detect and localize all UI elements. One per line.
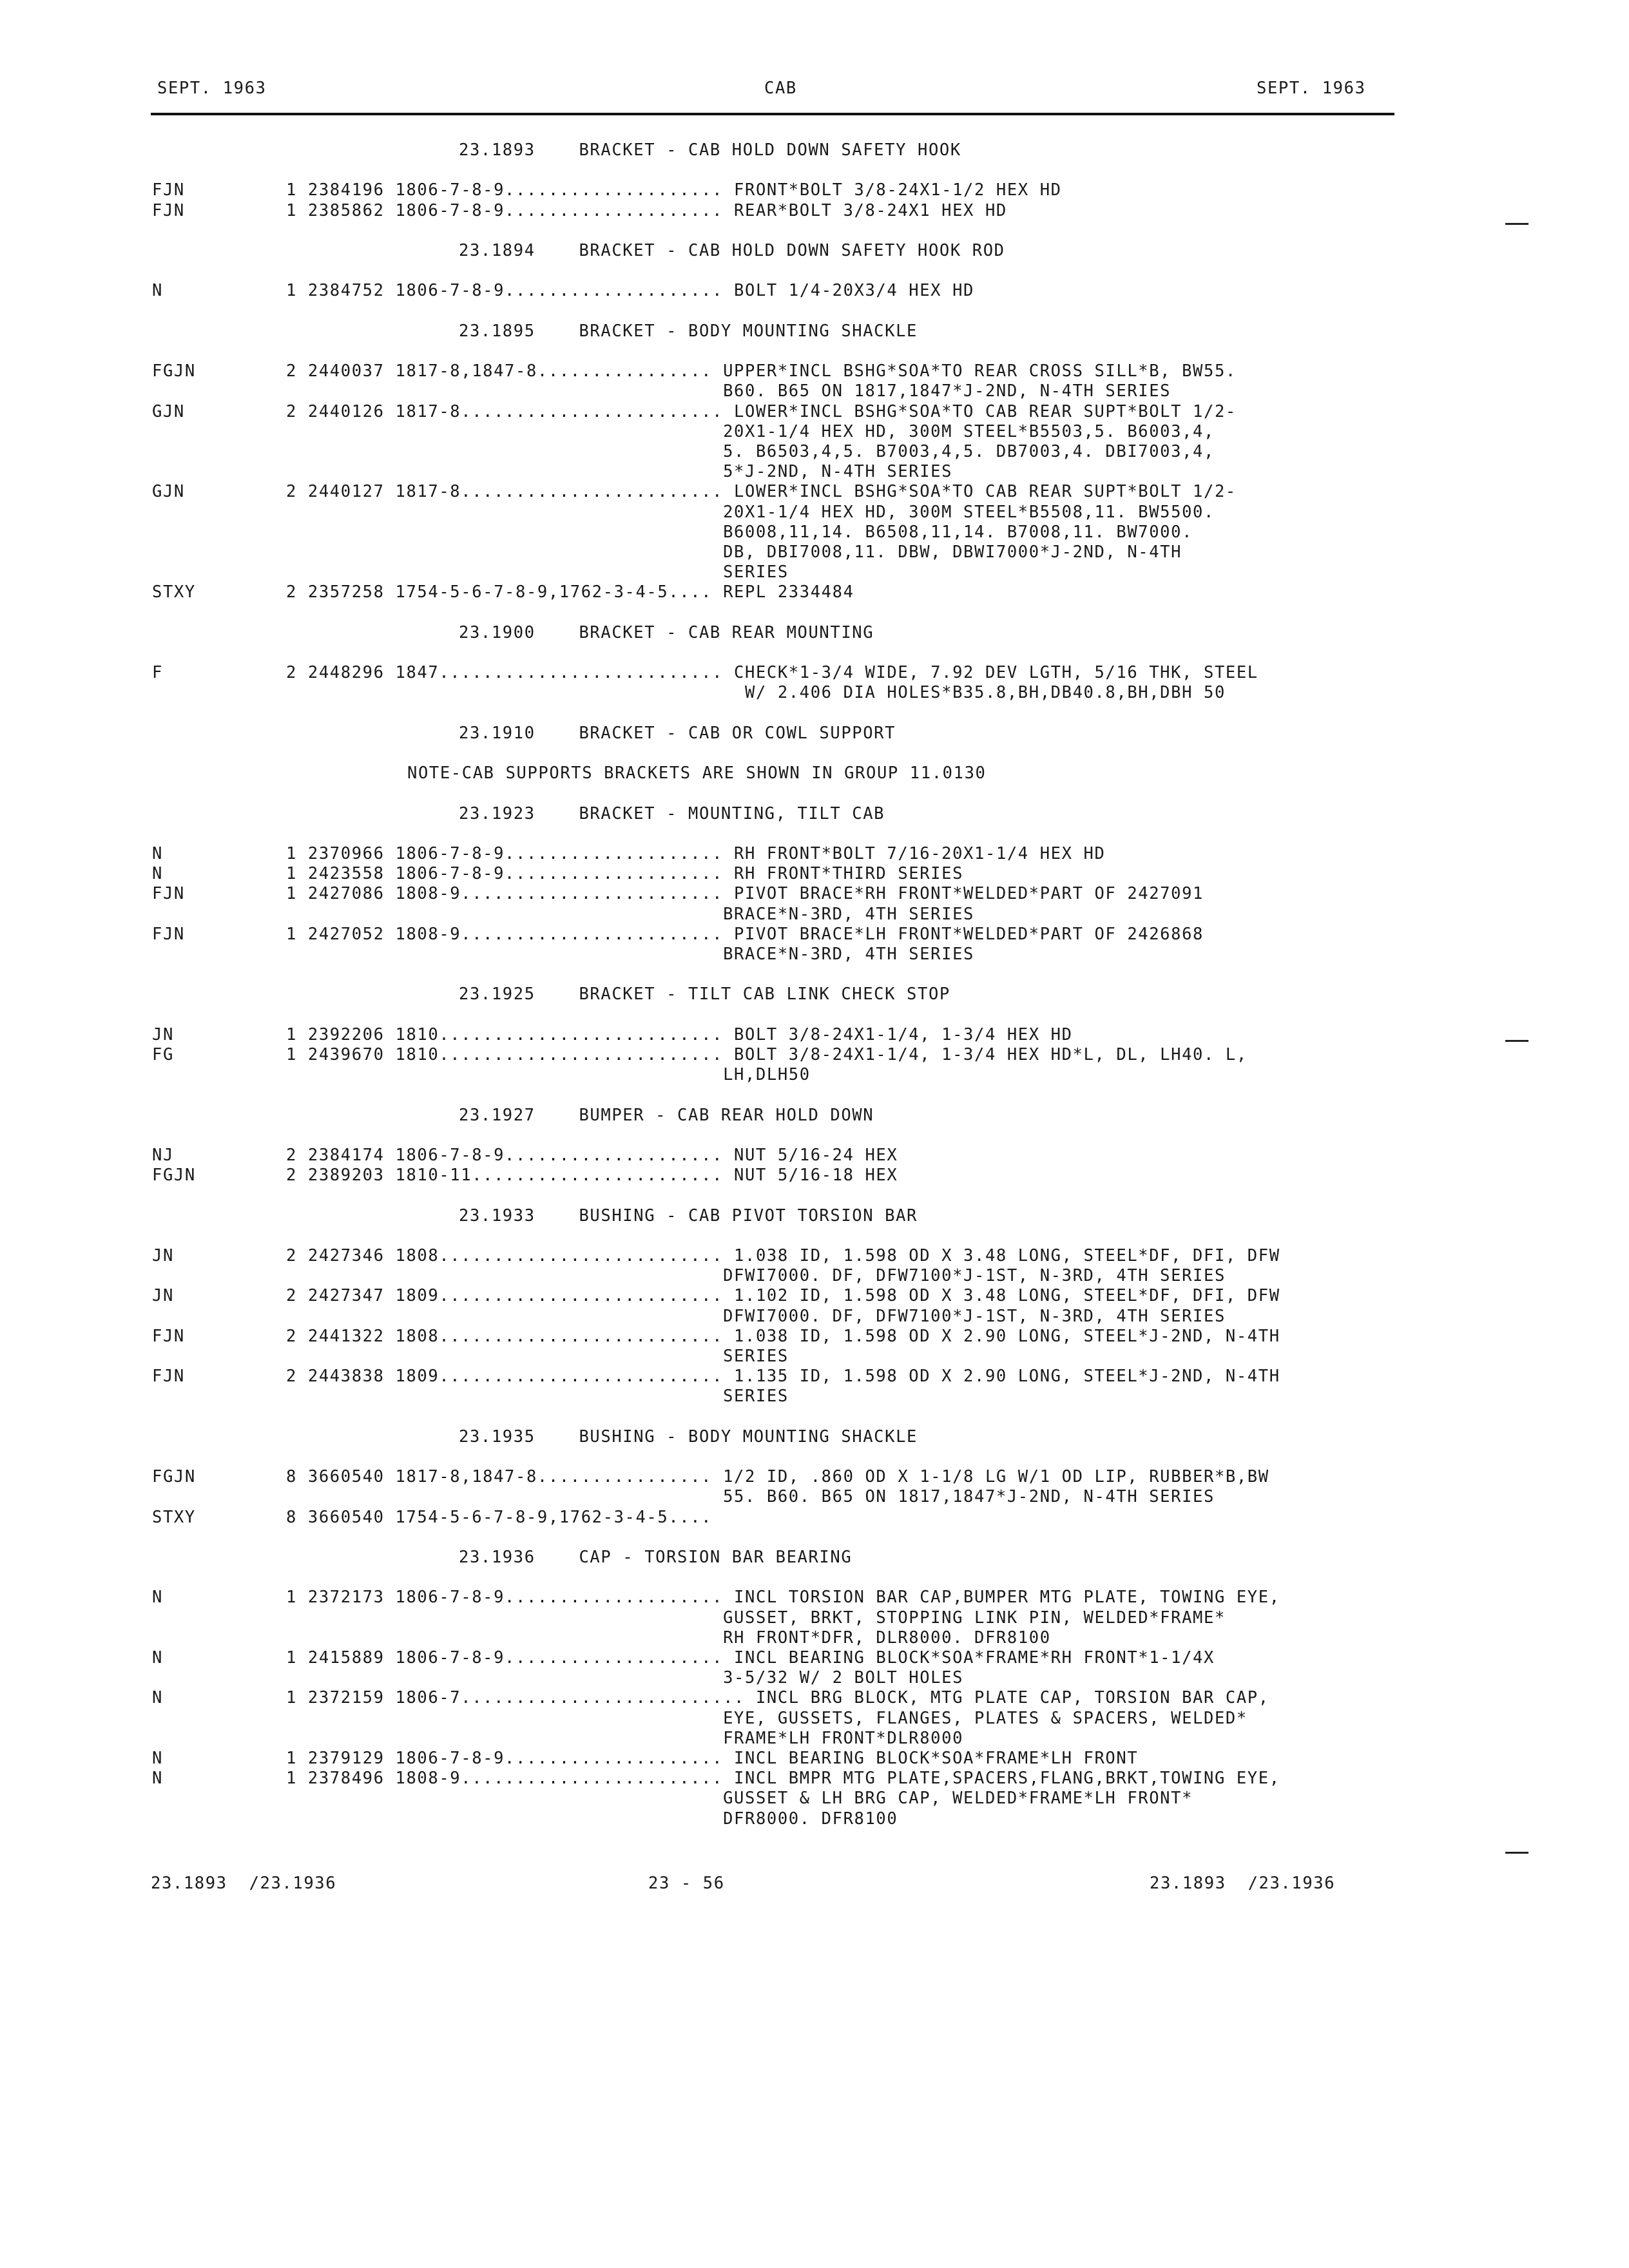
model-code: JN xyxy=(152,1286,174,1306)
part-entry: 2 2427346 1808.......................... 1.038 ID, 1.598 OD X 3.48 LONG, STEEL*DF, DFI, DFW xyxy=(286,1246,1280,1265)
part-entry-continuation: SERIES xyxy=(286,1347,789,1366)
part-entry: 1 2372159 1806-7.......................... INCL BRG BLOCK, MTG PLATE CAP, TORSION BAR CAP, xyxy=(286,1688,1269,1708)
model-code: N xyxy=(152,1588,163,1608)
part-entry-continuation: 55. B60. B65 ON 1817,1847*J-2ND, N-4TH SERIES xyxy=(286,1487,1215,1507)
model-code: GJN xyxy=(152,401,185,421)
margin-mark xyxy=(1505,223,1528,225)
part-entry-continuation: BRACE*N-3RD, 4TH SERIES xyxy=(286,904,974,924)
footer-range-right: 23.1893 /23.1936 xyxy=(1150,1874,1336,1893)
model-code: FGJN xyxy=(152,1166,196,1186)
footer-range-left: 23.1893 /23.1936 xyxy=(151,1874,337,1893)
section-heading: 23.1935 BUSHING - BODY MOUNTING SHACKLE xyxy=(459,1427,918,1446)
header-rule xyxy=(151,113,1394,115)
margin-mark xyxy=(1505,1852,1528,1854)
part-entry-continuation: GUSSET & LH BRG CAP, WELDED*FRAME*LH FRONT* xyxy=(286,1789,1193,1809)
part-entry-continuation: EYE, GUSSETS, FLANGES, PLATES & SPACERS, WELDED* xyxy=(286,1708,1248,1728)
model-code: FJN xyxy=(152,924,185,944)
model-code: N xyxy=(152,864,163,884)
part-entry: 1 2384752 1806-7-8-9.................... BOLT 1/4-20X3/4 HEX HD xyxy=(286,281,974,301)
part-entry-continuation: BRACE*N-3RD, 4TH SERIES xyxy=(286,945,974,964)
part-entry: 1 2392206 1810.......................... BOLT 3/8-24X1-1/4, 1-3/4 HEX HD xyxy=(286,1024,1073,1044)
section-heading: 23.1910 BRACKET - CAB OR COWL SUPPORT xyxy=(459,723,896,743)
section-heading: 23.1927 BUMPER - CAB REAR HOLD DOWN xyxy=(459,1105,874,1125)
model-code: STXY xyxy=(152,582,196,602)
part-entry: 2 2448296 1847.......................... CHECK*1-3/4 WIDE, 7.92 DEV LGTH, 5/16 THK, STEEL xyxy=(286,663,1258,683)
part-entry-continuation: DFWI7000. DF, DFW7100*J-1ST, N-3RD, 4TH SERIES xyxy=(286,1266,1226,1286)
model-code: FG xyxy=(152,1045,174,1064)
part-entry: 1 2427086 1808-9........................ PIVOT BRACE*RH FRONT*WELDED*PART OF 2427091 xyxy=(286,884,1204,904)
part-entry-continuation: DFR8000. DFR8100 xyxy=(286,1809,898,1829)
model-code: F xyxy=(152,663,163,683)
part-entry-continuation: 5*J-2ND, N-4TH SERIES xyxy=(286,462,953,482)
part-entry-continuation: 20X1-1/4 HEX HD, 300M STEEL*B5508,11. BW5500. xyxy=(286,502,1215,522)
part-entry: 1 2423558 1806-7-8-9.................... RH FRONT*THIRD SERIES xyxy=(286,864,964,884)
part-entry-continuation: W/ 2.406 DIA HOLES*B35.8,BH,DB40.8,BH,DBH 50 xyxy=(286,683,1226,703)
section-heading: 23.1933 BUSHING - CAB PIVOT TORSION BAR xyxy=(459,1206,918,1225)
model-code: FJN xyxy=(152,1326,185,1346)
model-code: FJN xyxy=(152,200,185,220)
header-section-title: CAB xyxy=(764,79,797,98)
part-entry-continuation: B6008,11,14. B6508,11,14. B7008,11. BW7000. xyxy=(286,522,1193,542)
part-entry: 2 2443838 1809.......................... 1.135 ID, 1.598 OD X 2.90 LONG, STEEL*J-2ND, N-4TH xyxy=(286,1367,1280,1387)
part-entry: 2 2357258 1754-5-6-7-8-9,1762-3-4-5.... REPL 2334484 xyxy=(286,582,854,602)
part-entry-continuation: FRAME*LH FRONT*DLR8000 xyxy=(286,1728,964,1748)
part-entry: 1 2415889 1806-7-8-9.................... INCL BEARING BLOCK*SOA*FRAME*RH FRONT*1-1/4X xyxy=(286,1648,1215,1667)
model-code: GJN xyxy=(152,482,185,502)
part-entry-continuation: SERIES xyxy=(286,1387,789,1407)
model-code: FJN xyxy=(152,884,185,904)
part-entry-continuation: 5. B6503,4,5. B7003,4,5. DB7003,4. DBI7003,4, xyxy=(286,442,1215,461)
model-code: FJN xyxy=(152,180,185,200)
model-code: JN xyxy=(152,1024,174,1044)
section-heading: 23.1893 BRACKET - CAB HOLD DOWN SAFETY HOOK xyxy=(459,140,961,160)
part-entry: 1 2379129 1806-7-8-9.................... INCL BEARING BLOCK*SOA*FRAME*LH FRONT xyxy=(286,1749,1139,1768)
section-heading: 23.1936 CAP - TORSION BAR BEARING xyxy=(459,1548,853,1567)
group-note: NOTE-CAB SUPPORTS BRACKETS ARE SHOWN IN GROUP 11.0130 xyxy=(407,764,987,783)
model-code: N xyxy=(152,844,163,863)
part-entry: 1 2427052 1808-9........................ PIVOT BRACE*LH FRONT*WELDED*PART OF 2426868 xyxy=(286,924,1204,944)
part-entry-continuation: RH FRONT*DFR, DLR8000. DFR8100 xyxy=(286,1628,1051,1648)
section-heading: 23.1925 BRACKET - TILT CAB LINK CHECK STOP xyxy=(459,985,950,1004)
header-date-right: SEPT. 1963 xyxy=(1257,79,1366,98)
part-entry: 1 2378496 1808-9........................ INCL BMPR MTG PLATE,SPACERS,FLANG,BRKT,TOWING EYE, xyxy=(286,1769,1280,1789)
part-entry: 1 2385862 1806-7-8-9.................... REAR*BOLT 3/8-24X1 HEX HD xyxy=(286,200,1007,220)
part-entry: 2 2440127 1817-8........................ LOWER*INCL BSHG*SOA*TO CAB REAR SUPT*BOLT 1/2- xyxy=(286,482,1237,502)
part-entry: 1 2384196 1806-7-8-9.................... FRONT*BOLT 3/8-24X1-1/2 HEX HD xyxy=(286,180,1062,200)
section-heading: 23.1900 BRACKET - CAB REAR MOUNTING xyxy=(459,622,874,642)
part-entry-continuation: DB, DBI7008,11. DBW, DBWI7000*J-2ND, N-4TH xyxy=(286,543,1182,562)
part-entry: 1 2372173 1806-7-8-9.................... INCL TORSION BAR CAP,BUMPER MTG PLATE, TOWING EYE, xyxy=(286,1588,1280,1608)
model-code: N xyxy=(152,1769,163,1789)
part-entry-continuation: GUSSET, BRKT, STOPPING LINK PIN, WELDED*FRAME* xyxy=(286,1608,1226,1628)
part-entry: 2 2441322 1808.......................... 1.038 ID, 1.598 OD X 2.90 LONG, STEEL*J-2ND, N-4TH xyxy=(286,1326,1280,1346)
part-entry: 2 2440126 1817-8........................ LOWER*INCL BSHG*SOA*TO CAB REAR SUPT*BOLT 1/2- xyxy=(286,401,1237,421)
model-code: FGJN xyxy=(152,1467,196,1487)
part-entry: 8 3660540 1817-8,1847-8................ 1/2 ID, .860 OD X 1-1/8 LG W/1 OD LIP, RUBBER*B,BW xyxy=(286,1467,1269,1487)
part-entry: 2 2427347 1809.......................... 1.102 ID, 1.598 OD X 3.48 LONG, STEEL*DF, DFI, DFW xyxy=(286,1286,1280,1306)
model-code: N xyxy=(152,1688,163,1708)
model-code: JN xyxy=(152,1246,174,1265)
part-entry: 2 2389203 1810-11....................... NUT 5/16-18 HEX xyxy=(286,1166,898,1186)
part-entry-continuation: SERIES xyxy=(286,562,789,582)
part-entry-continuation: 20X1-1/4 HEX HD, 300M STEEL*B5503,5. B6003,4, xyxy=(286,421,1215,441)
section-heading: 23.1894 BRACKET - CAB HOLD DOWN SAFETY HOOK ROD xyxy=(459,241,1005,260)
part-entry-continuation: 3-5/32 W/ 2 BOLT HOLES xyxy=(286,1668,964,1688)
header-date-left: SEPT. 1963 xyxy=(157,79,267,98)
model-code: NJ xyxy=(152,1146,174,1165)
part-entry: 8 3660540 1754-5-6-7-8-9,1762-3-4-5.... xyxy=(286,1507,713,1527)
section-heading: 23.1895 BRACKET - BODY MOUNTING SHACKLE xyxy=(459,321,918,341)
model-code: N xyxy=(152,281,163,301)
part-entry-continuation: LH,DLH50 xyxy=(286,1065,811,1085)
footer-page-number: 23 - 56 xyxy=(648,1874,725,1893)
model-code: N xyxy=(152,1749,163,1768)
model-code: STXY xyxy=(152,1507,196,1527)
part-entry: 1 2439670 1810.......................... BOLT 3/8-24X1-1/4, 1-3/4 HEX HD*L, DL, LH40. L, xyxy=(286,1045,1248,1064)
model-code: N xyxy=(152,1648,163,1667)
margin-mark xyxy=(1505,1040,1528,1042)
part-entry-continuation: DFWI7000. DF, DFW7100*J-1ST, N-3RD, 4TH SERIES xyxy=(286,1306,1226,1326)
part-entry: 2 2440037 1817-8,1847-8................ UPPER*INCL BSHG*SOA*TO REAR CROSS SILL*B, BW55. xyxy=(286,361,1237,381)
part-entry-continuation: B60. B65 ON 1817,1847*J-2ND, N-4TH SERIES xyxy=(286,381,1171,401)
part-entry: 2 2384174 1806-7-8-9.................... NUT 5/16-24 HEX xyxy=(286,1146,898,1165)
part-entry: 1 2370966 1806-7-8-9.................... RH FRONT*BOLT 7/16-20X1-1/4 HEX HD xyxy=(286,844,1106,863)
model-code: FGJN xyxy=(152,361,196,381)
model-code: FJN xyxy=(152,1367,185,1387)
section-heading: 23.1923 BRACKET - MOUNTING, TILT CAB xyxy=(459,803,885,823)
